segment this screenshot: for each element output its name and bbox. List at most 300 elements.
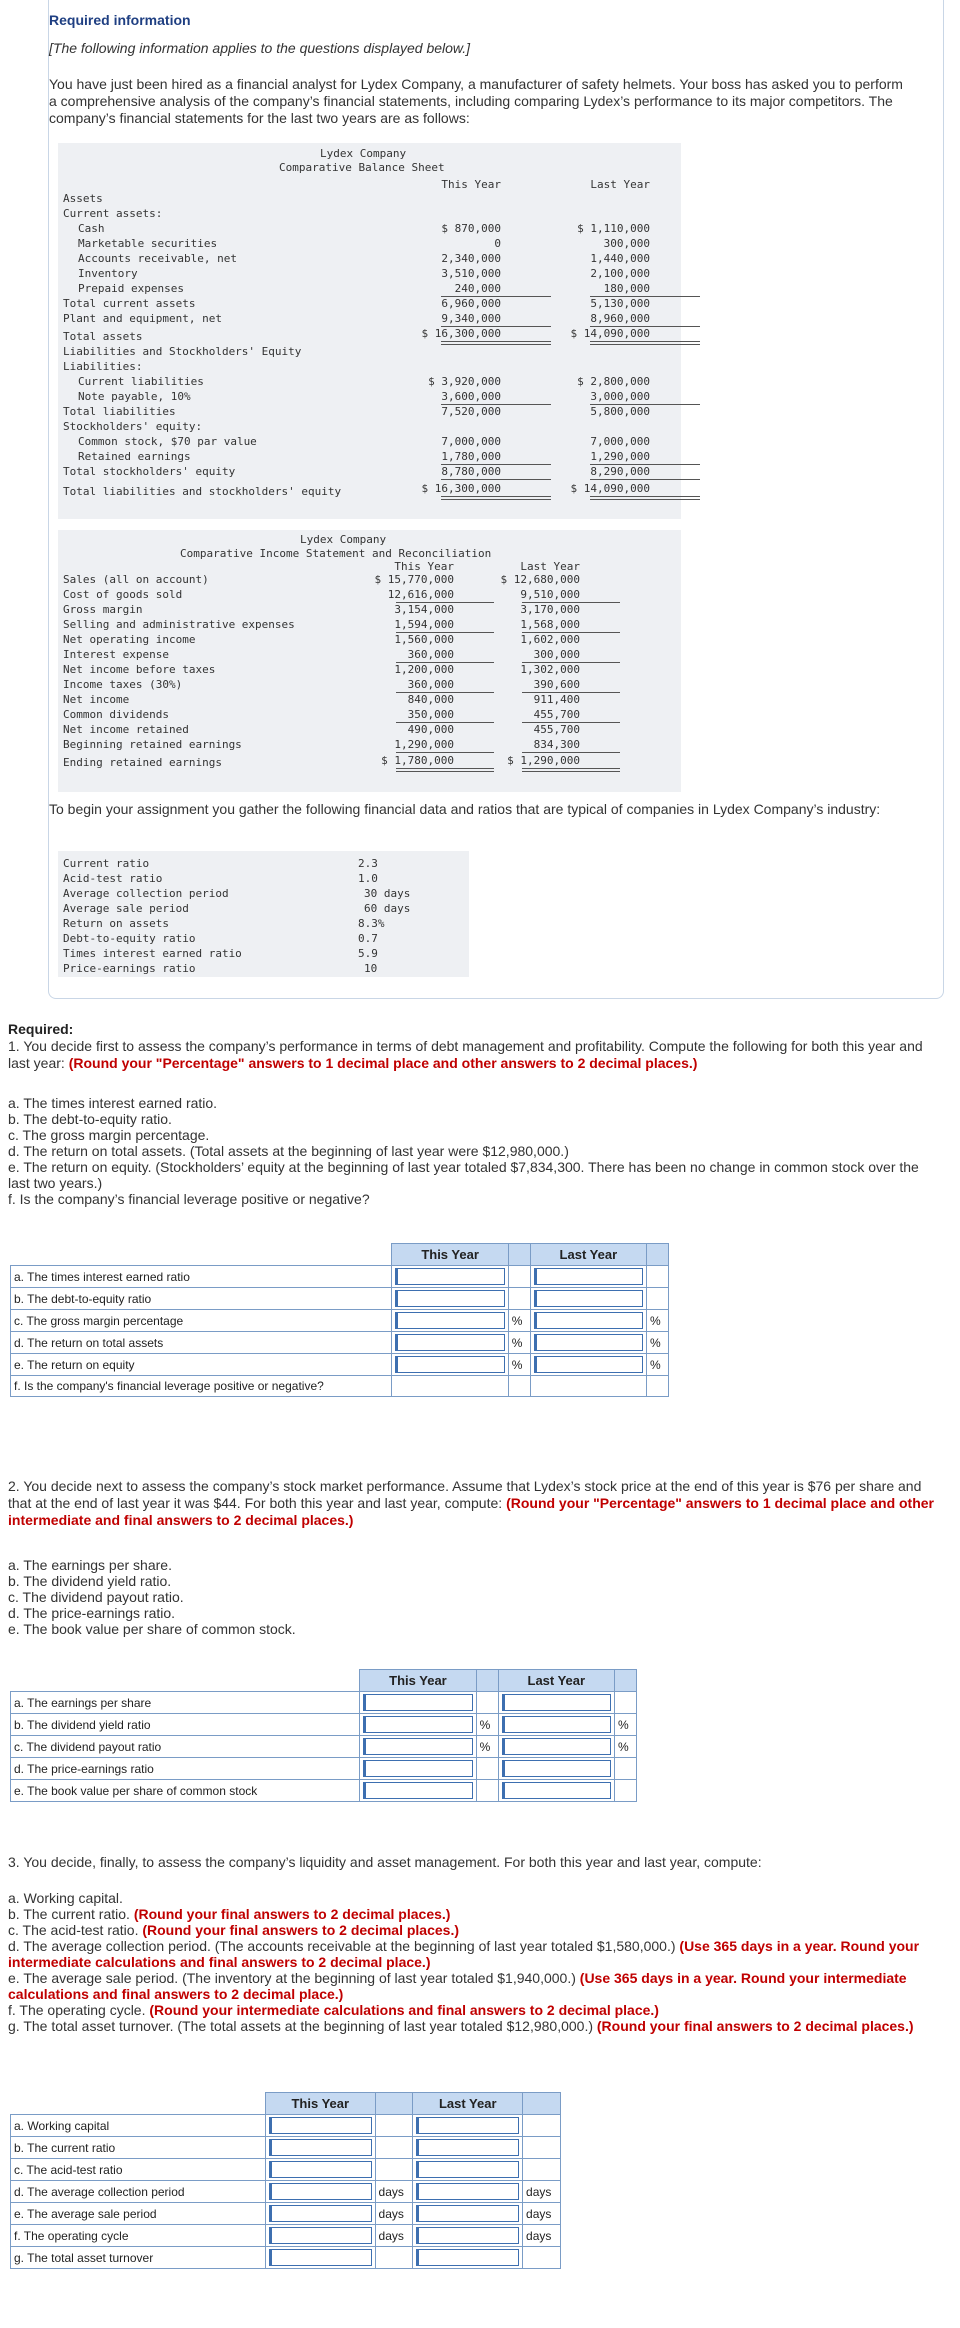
current-assets-heading: Current assets: <box>63 207 163 220</box>
input-box[interactable] <box>502 1694 611 1711</box>
table-row <box>11 1332 669 1354</box>
row-label: b. The dividend yield ratio <box>11 1714 360 1736</box>
total-le-last-year: $ 14,090,000 <box>570 482 650 495</box>
is-interest-last-year: 300,000 <box>533 648 580 661</box>
is-taxes-last-year: 390,600 <box>533 678 580 691</box>
is-before-taxes-this-year: 1,200,000 <box>394 663 454 676</box>
input-box[interactable] <box>395 1268 504 1285</box>
unit-cell <box>523 2137 561 2159</box>
part3-item-a: a. Working capital. <box>8 1890 123 1906</box>
table-row <box>11 1376 669 1397</box>
part3-item-f-note: (Round your intermediate calculations and final answers to 2 decimal place.) <box>149 2002 659 2018</box>
receivable-last-year: 1,440,000 <box>590 252 650 265</box>
total-equity-last-year: 8,290,000 <box>590 465 650 478</box>
answer-last-year-input[interactable] <box>498 1692 614 1714</box>
unit-cell <box>476 1758 498 1780</box>
unit-cell: % <box>508 1310 530 1332</box>
header-blank <box>11 1670 360 1692</box>
unit-cell <box>647 1376 669 1397</box>
unit-cell <box>615 1692 637 1714</box>
total-current-label: Total current assets <box>63 297 196 310</box>
part3-item-g-note: (Round your final answers to 2 decimal places.) <box>596 2018 914 2034</box>
is-before-taxes-label: Net income before taxes <box>63 663 216 676</box>
answer-this-year-input[interactable] <box>392 1354 508 1376</box>
is-taxes-this-year: 360,000 <box>407 678 454 691</box>
header-gap <box>476 1670 498 1692</box>
industry-ratio-label: Times interest earned ratio <box>63 947 242 960</box>
answer-last-year-input[interactable] <box>413 2225 523 2247</box>
input-box[interactable] <box>363 1738 472 1755</box>
unit-cell <box>476 1692 498 1714</box>
part3-item-g <box>8 2018 948 2034</box>
inventory-last-year: 2,100,000 <box>590 267 650 280</box>
is-selling-label: Selling and administrative expenses <box>63 618 295 631</box>
answer-this-year-input[interactable] <box>265 2225 375 2247</box>
answer-this-year-input[interactable] <box>265 2137 375 2159</box>
total-equity-this-year: 8,780,000 <box>441 465 501 478</box>
unit-cell: days <box>523 2225 561 2247</box>
industry-ratio-label: Acid-test ratio <box>63 872 163 885</box>
double-rule <box>441 496 551 500</box>
is-ending-re-last-year: $ 1,290,000 <box>507 754 580 767</box>
row-label: b. The current ratio <box>11 2137 266 2159</box>
plant-label: Plant and equipment, net <box>63 312 222 325</box>
header-last-year: Last Year <box>530 1244 646 1266</box>
table-row <box>11 2181 561 2203</box>
is-ending-re-label: Ending retained earnings <box>63 756 222 769</box>
answer-this-year-input[interactable] <box>392 1266 508 1288</box>
part1-text: 1. You decide first to assess the company’s performance in terms of debt management and profitability. Compute the following for both this year and last year: <box>8 1038 923 1071</box>
input-box[interactable] <box>269 2205 372 2222</box>
header-last-year: Last Year <box>498 1670 614 1692</box>
industry-ratio-value: 0.7 <box>358 932 378 945</box>
prepaid-last-year: 180,000 <box>603 282 650 295</box>
row-label: c. The acid-test ratio <box>11 2159 266 2181</box>
answer-this-year-input[interactable] <box>360 1692 476 1714</box>
is-gross-margin-this-year: 3,154,000 <box>394 603 454 616</box>
answer-last-year-input[interactable] <box>413 2137 523 2159</box>
answer-this-year-input[interactable] <box>265 2115 375 2137</box>
unit-cell: % <box>508 1354 530 1376</box>
part2-answer-table <box>10 1669 637 1802</box>
answer-last-year-input[interactable] <box>530 1354 646 1376</box>
answer-this-year-input[interactable] <box>392 1332 508 1354</box>
input-box[interactable] <box>416 2227 519 2244</box>
is-operating-income-last-year: 1,602,000 <box>520 633 580 646</box>
row-label: d. The price-earnings ratio <box>11 1758 360 1780</box>
answer-last-year-input[interactable] <box>498 1736 614 1758</box>
input-box[interactable] <box>502 1738 611 1755</box>
income-statement-title: Comparative Income Statement and Reconciliation <box>180 547 492 560</box>
unit-cell: % <box>647 1354 669 1376</box>
answer-last-year-input[interactable] <box>530 1310 646 1332</box>
total-equity-label: Total stockholders' equity <box>63 465 236 478</box>
is-taxes-label: Income taxes (30%) <box>63 678 183 691</box>
applies-note: [The following information applies to the questions displayed below.] <box>49 40 471 56</box>
part3-answer-table <box>10 2092 561 2269</box>
income-col-this-year: This Year <box>394 560 454 573</box>
table-row <box>11 1692 637 1714</box>
is-cogs-last-year: 9,510,000 <box>520 588 580 601</box>
answer-last-year-input[interactable] <box>530 1288 646 1310</box>
part3-item-e <box>8 1970 948 2002</box>
total-current-this-year: 6,960,000 <box>441 297 501 310</box>
input-box[interactable] <box>269 2139 372 2156</box>
row-label: e. The average sale period <box>11 2203 266 2225</box>
note-payable-label: Note payable, 10% <box>78 390 191 403</box>
total-assets-last-year: $ 14,090,000 <box>570 327 650 340</box>
balance-sheet-company: Lydex Company <box>320 147 407 160</box>
input-box[interactable] <box>534 1268 643 1285</box>
part3-item-e-text: e. The average sale period. (The inventory at the beginning of last year totaled $1,940,000.) <box>8 1970 576 1986</box>
part3-item-f-text: f. The operating cycle. <box>8 2002 146 2018</box>
answer-this-year-input[interactable] <box>265 2203 375 2225</box>
input-box[interactable] <box>534 1356 643 1373</box>
unit-cell <box>375 2137 413 2159</box>
is-ending-re-this-year: $ 1,780,000 <box>381 754 454 767</box>
unit-cell <box>523 2115 561 2137</box>
unit-cell <box>523 2247 561 2269</box>
row-label: d. The average collection period <box>11 2181 266 2203</box>
is-interest-label: Interest expense <box>63 648 169 661</box>
table-row <box>11 1758 637 1780</box>
answer-last-year-input[interactable] <box>413 2181 523 2203</box>
row-label: g. The total asset turnover <box>11 2247 266 2269</box>
header-blank <box>11 1244 392 1266</box>
input-box[interactable] <box>395 1312 504 1329</box>
answer-last-year-input[interactable] <box>530 1332 646 1354</box>
part1-item: b. The debt-to-equity ratio. <box>8 1111 172 1127</box>
table-row <box>11 2247 561 2269</box>
unit-cell <box>375 2159 413 2181</box>
input-box[interactable] <box>363 1782 472 1799</box>
input-box[interactable] <box>416 2183 519 2200</box>
is-cogs-this-year: 12,616,000 <box>387 588 454 601</box>
total-liab-last-year: 5,800,000 <box>590 405 650 418</box>
answer-last-year-input[interactable] <box>413 2203 523 2225</box>
unit-cell <box>615 1780 637 1802</box>
part1-item: c. The gross margin percentage. <box>8 1127 210 1143</box>
intro-paragraph: You have just been hired as a financial analyst for Lydex Company, a manufacturer of safety helmets. Your boss has asked you to perform a comprehensive analysis of the company’s financial statements, including comparing Lydex’s performance to its major competitors. The company’s financial statements for the last two years are as follows: <box>49 76 903 126</box>
table-row <box>11 2225 561 2247</box>
common-stock-this-year: 7,000,000 <box>441 435 501 448</box>
is-operating-income-label: Net operating income <box>63 633 196 646</box>
note-payable-last-year: 3,000,000 <box>590 390 650 403</box>
equity-heading: Stockholders' equity: <box>63 420 203 433</box>
total-liab-label: Total liabilities <box>63 405 176 418</box>
double-rule <box>590 496 700 500</box>
marketable-label: Marketable securities <box>78 237 218 250</box>
part1-instructions <box>8 1021 948 1072</box>
double-rule <box>522 768 620 772</box>
row-label: b. The debt-to-equity ratio <box>11 1288 392 1310</box>
is-retained-label: Net income retained <box>63 723 189 736</box>
answer-last-year-input[interactable] <box>413 2115 523 2137</box>
rule <box>590 479 700 480</box>
double-rule <box>590 341 700 345</box>
answer-last-year-input[interactable] <box>498 1780 614 1802</box>
part3-item-b-text: b. The current ratio. <box>8 1906 130 1922</box>
industry-ratio-value: 5.9 <box>358 947 378 960</box>
is-sales-last-year: $ 12,680,000 <box>500 573 580 586</box>
required-information-title: Required information <box>49 12 191 28</box>
input-box[interactable] <box>416 2249 519 2266</box>
input-box[interactable] <box>502 1760 611 1777</box>
table-header-row <box>11 1670 637 1692</box>
answer-this-year-input[interactable] <box>392 1310 508 1332</box>
industry-ratio-value: 60 days <box>364 902 411 915</box>
answer-this-year-input[interactable] <box>265 2247 375 2269</box>
total-current-last-year: 5,130,000 <box>590 297 650 310</box>
part3-item-c-text: c. The acid-test ratio. <box>8 1922 139 1938</box>
current-liab-last-year: $ 2,800,000 <box>577 375 650 388</box>
header-this-year: This Year <box>360 1670 476 1692</box>
part2-item: c. The dividend payout ratio. <box>8 1589 184 1605</box>
part1-item: e. The return on equity. (Stockholders’ equity at the beginning of last year totaled $7,834,300. There has been no change in common stock over the last two years.) <box>8 1159 919 1191</box>
is-interest-this-year: 360,000 <box>407 648 454 661</box>
receivable-label: Accounts receivable, net <box>78 252 237 265</box>
is-net-income-last-year: 911,400 <box>533 693 580 706</box>
is-gross-margin-label: Gross margin <box>63 603 143 616</box>
unit-cell <box>647 1288 669 1310</box>
industry-ratio-value: 8.3% <box>358 917 385 930</box>
unit-cell: days <box>523 2203 561 2225</box>
common-stock-last-year: 7,000,000 <box>590 435 650 448</box>
unit-cell: % <box>647 1332 669 1354</box>
required-heading: Required: <box>8 1021 74 1037</box>
input-box[interactable] <box>416 2139 519 2156</box>
unit-cell <box>523 2159 561 2181</box>
input-box[interactable] <box>416 2161 519 2178</box>
unit-cell: % <box>615 1714 637 1736</box>
input-box[interactable] <box>416 2205 519 2222</box>
balance-sheet <box>58 143 681 519</box>
part1-rounding-note: (Round your "Percentage" answers to 1 decimal place and other answers to 2 decimal places.) <box>68 1055 698 1071</box>
input-box[interactable] <box>269 2249 372 2266</box>
answer-this-year-input[interactable] <box>360 1780 476 1802</box>
answer-this-year-select[interactable] <box>392 1376 508 1397</box>
unit-cell <box>615 1758 637 1780</box>
unit-cell <box>647 1266 669 1288</box>
industry-ratio-label: Return on assets <box>63 917 169 930</box>
answer-last-year-select[interactable] <box>530 1376 646 1397</box>
part2-instructions <box>8 1478 948 1529</box>
unit-cell <box>375 2115 413 2137</box>
header-gap <box>375 2093 413 2115</box>
header-this-year: This Year <box>392 1244 508 1266</box>
answer-last-year-input[interactable] <box>530 1266 646 1288</box>
industry-ratios <box>58 851 469 977</box>
row-label: e. The book value per share of common stock <box>11 1780 360 1802</box>
current-liab-label: Current liabilities <box>78 375 204 388</box>
unit-cell: % <box>476 1714 498 1736</box>
is-selling-this-year: 1,594,000 <box>394 618 454 631</box>
total-assets-label: Total assets <box>63 330 143 343</box>
is-beginning-re-last-year: 834,300 <box>533 738 580 751</box>
rule <box>522 752 620 753</box>
rule <box>441 479 551 480</box>
input-box[interactable] <box>395 1356 504 1373</box>
is-retained-this-year: 490,000 <box>407 723 454 736</box>
part1-item: a. The times interest earned ratio. <box>8 1095 218 1111</box>
part3-item-c-note: (Round your final answers to 2 decimal places.) <box>142 1922 459 1938</box>
unit-cell <box>508 1266 530 1288</box>
unit-cell: days <box>375 2203 413 2225</box>
row-label: c. The gross margin percentage <box>11 1310 392 1332</box>
row-label: c. The dividend payout ratio <box>11 1736 360 1758</box>
header-gap <box>523 2093 561 2115</box>
input-box[interactable] <box>269 2183 372 2200</box>
is-beginning-re-this-year: 1,290,000 <box>394 738 454 751</box>
unit-cell: % <box>647 1310 669 1332</box>
part3-item-d-note: (Use 365 days in a year. Round your intermediate calculations and final answers to 2 decimal place.) <box>8 1938 920 1970</box>
is-operating-income-this-year: 1,560,000 <box>394 633 454 646</box>
input-box[interactable] <box>269 2227 372 2244</box>
is-dividends-label: Common dividends <box>63 708 169 721</box>
answer-last-year-input[interactable] <box>498 1758 614 1780</box>
plant-last-year: 8,960,000 <box>590 312 650 325</box>
is-before-taxes-last-year: 1,302,000 <box>520 663 580 676</box>
industry-ratio-value: 30 days <box>364 887 411 900</box>
balance-sheet-col-this-year: This Year <box>441 178 501 191</box>
assets-heading: Assets <box>63 192 103 205</box>
total-assets-this-year: $ 16,300,000 <box>421 327 501 340</box>
part2-list <box>8 1557 608 1637</box>
table-row <box>11 1780 637 1802</box>
part1-list <box>8 1095 943 1207</box>
industry-ratio-label: Average collection period <box>63 887 229 900</box>
row-label: a. The earnings per share <box>11 1692 360 1714</box>
header-gap <box>647 1244 669 1266</box>
header-gap <box>508 1244 530 1266</box>
unit-cell <box>375 2247 413 2269</box>
part3-item-g-text: g. The total asset turnover. (The total assets at the beginning of last year totaled $12,980,000.) <box>8 2018 593 2034</box>
industry-ratio-label: Average sale period <box>63 902 189 915</box>
input-box[interactable] <box>416 2117 519 2134</box>
industry-ratio-label: Debt-to-equity ratio <box>63 932 196 945</box>
cash-this-year: $ 870,000 <box>441 222 501 235</box>
table-row <box>11 1736 637 1758</box>
answer-this-year-input[interactable] <box>360 1758 476 1780</box>
input-box[interactable] <box>534 1290 643 1307</box>
industry-ratio-value: 10 <box>364 962 378 975</box>
current-liab-this-year: $ 3,920,000 <box>428 375 501 388</box>
header-this-year: This Year <box>265 2093 375 2115</box>
table-row <box>11 2203 561 2225</box>
is-dividends-this-year: 350,000 <box>407 708 454 721</box>
is-beginning-re-label: Beginning retained earnings <box>63 738 242 751</box>
part3-item-b <box>8 1906 948 1922</box>
is-retained-last-year: 455,700 <box>533 723 580 736</box>
input-box[interactable] <box>395 1290 504 1307</box>
receivable-this-year: 2,340,000 <box>441 252 501 265</box>
unit-cell <box>508 1288 530 1310</box>
answer-this-year-input[interactable] <box>360 1714 476 1736</box>
total-liab-this-year: 7,520,000 <box>441 405 501 418</box>
part2-rounding-note: (Round your "Percentage" answers to 1 decimal place and other intermediate and final answers to 2 decimal places.) <box>8 1495 935 1528</box>
row-label: f. Is the company's financial leverage positive or negative? <box>11 1376 392 1397</box>
unit-cell <box>508 1376 530 1397</box>
industry-ratio-label: Current ratio <box>63 857 150 870</box>
answer-last-year-input[interactable] <box>413 2159 523 2181</box>
table-row <box>11 1354 669 1376</box>
note-payable-this-year: 3,600,000 <box>441 390 501 403</box>
table-header-row <box>11 2093 561 2115</box>
prepaid-label: Prepaid expenses <box>78 282 184 295</box>
is-sales-this-year: $ 15,770,000 <box>374 573 454 586</box>
input-box[interactable] <box>269 2161 372 2178</box>
input-box[interactable] <box>502 1782 611 1799</box>
industry-ratio-value: 1.0 <box>358 872 378 885</box>
cash-label: Cash <box>78 222 105 235</box>
input-box[interactable] <box>534 1334 643 1351</box>
input-box[interactable] <box>534 1312 643 1329</box>
total-le-this-year: $ 16,300,000 <box>421 482 501 495</box>
table-row <box>11 1714 637 1736</box>
part3-item-d-text: d. The average collection period. (The accounts receivable at the beginning of last year totaled $1,580,000.) <box>8 1938 676 1954</box>
unit-cell: days <box>375 2181 413 2203</box>
row-label: a. The times interest earned ratio <box>11 1266 392 1288</box>
answer-this-year-input[interactable] <box>392 1288 508 1310</box>
inventory-this-year: 3,510,000 <box>441 267 501 280</box>
part2-item: d. The price-earnings ratio. <box>8 1605 176 1621</box>
row-label: f. The operating cycle <box>11 2225 266 2247</box>
industry-ratio-label: Price-earnings ratio <box>63 962 196 975</box>
table-row <box>11 1266 669 1288</box>
part3-item-c <box>8 1922 948 1938</box>
income-statement <box>58 530 681 792</box>
input-box[interactable] <box>502 1716 611 1733</box>
unit-cell: % <box>615 1736 637 1758</box>
part1-item: d. The return on total assets. (Total assets at the beginning of last year were $12,980,000.) <box>8 1143 569 1159</box>
table-row <box>11 2115 561 2137</box>
retained-earnings-last-year: 1,290,000 <box>590 450 650 463</box>
row-label: e. The return on equity <box>11 1354 392 1376</box>
is-gross-margin-last-year: 3,170,000 <box>520 603 580 616</box>
is-net-income-this-year: 840,000 <box>407 693 454 706</box>
is-net-income-label: Net income <box>63 693 130 706</box>
answer-last-year-input[interactable] <box>498 1714 614 1736</box>
table-row <box>11 2159 561 2181</box>
input-box[interactable] <box>363 1760 472 1777</box>
double-rule <box>441 341 551 345</box>
input-box[interactable] <box>363 1694 472 1711</box>
answer-this-year-input[interactable] <box>265 2159 375 2181</box>
answer-last-year-input[interactable] <box>413 2247 523 2269</box>
part2-text: 2. You decide next to assess the company’s stock market performance. Assume that Lydex’s stock price at the end of this year is $76 per share and that at the end of last year it was $44. For both this year and last year, compute: <box>8 1478 922 1511</box>
header-gap <box>615 1670 637 1692</box>
unit-cell: % <box>476 1736 498 1758</box>
input-box[interactable] <box>269 2117 372 2134</box>
answer-this-year-input[interactable] <box>265 2181 375 2203</box>
part3-item-b-note: (Round your final answers to 2 decimal places.) <box>133 1906 451 1922</box>
income-col-last-year: Last Year <box>520 560 580 573</box>
input-box[interactable] <box>363 1716 472 1733</box>
table-row <box>11 1288 669 1310</box>
is-cogs-label: Cost of goods sold <box>63 588 183 601</box>
answer-this-year-input[interactable] <box>360 1736 476 1758</box>
retained-earnings-label: Retained earnings <box>78 450 191 463</box>
input-box[interactable] <box>395 1334 504 1351</box>
header-last-year: Last Year <box>413 2093 523 2115</box>
common-stock-label: Common stock, $70 par value <box>78 435 257 448</box>
unit-cell: % <box>508 1332 530 1354</box>
liabilities-heading: Liabilities: <box>63 360 143 373</box>
table-row <box>11 2137 561 2159</box>
part1-item: f. Is the company’s financial leverage positive or negative? <box>8 1191 370 1207</box>
part3-item-f <box>8 2002 948 2018</box>
table-header-row <box>11 1244 669 1266</box>
